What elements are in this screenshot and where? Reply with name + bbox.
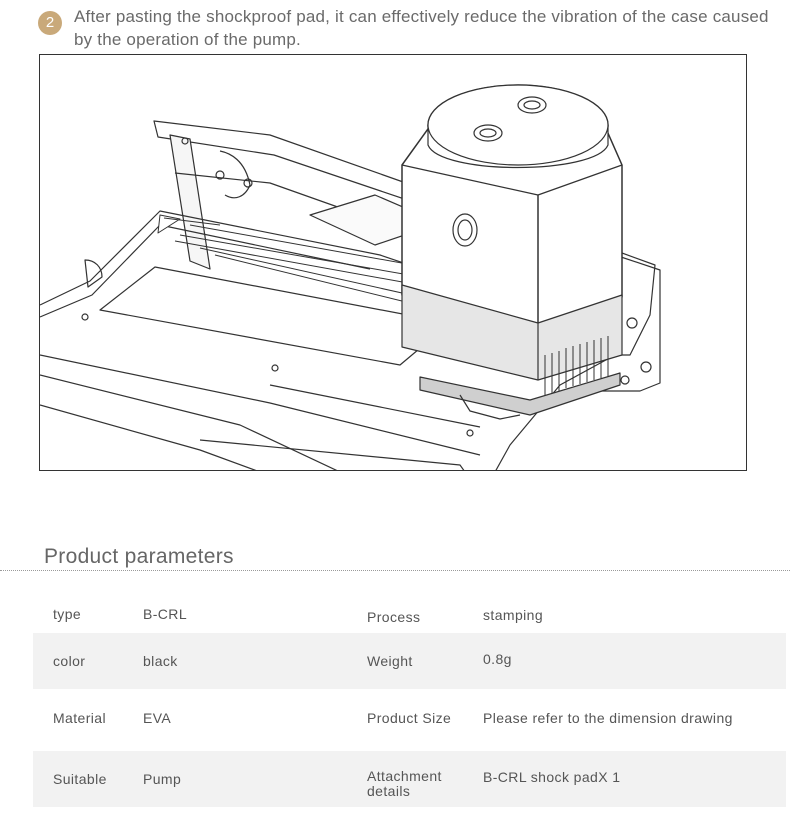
pump-bracket-drawing xyxy=(40,55,747,471)
param-label: Material xyxy=(53,710,106,726)
step-number-badge: 2 xyxy=(38,11,62,35)
param-value: B-CRL shock padX 1 xyxy=(483,769,621,785)
param-label: Weight xyxy=(367,653,413,669)
param-value: Please refer to the dimension drawing xyxy=(483,710,733,726)
parameter-row xyxy=(33,751,786,807)
step-description: After pasting the shockproof pad, it can effectively reduce the vibration of the case caused by the operation of the pump. xyxy=(74,7,769,49)
param-label: type xyxy=(53,606,82,622)
param-value: B-CRL xyxy=(143,606,188,622)
parameter-row xyxy=(33,633,786,689)
section-divider xyxy=(0,570,790,571)
pump-mounting-illustration xyxy=(39,54,747,471)
param-value: black xyxy=(143,653,178,669)
param-value: EVA xyxy=(143,710,172,726)
param-label: Attachment details xyxy=(367,768,442,799)
param-value: Pump xyxy=(143,771,182,787)
param-label: color xyxy=(53,653,86,669)
param-label: Suitable xyxy=(53,771,107,787)
product-parameters-heading: Product parameters xyxy=(44,545,234,568)
param-label: Process xyxy=(367,609,421,625)
param-value: stamping xyxy=(483,607,544,623)
parameter-row xyxy=(33,690,786,746)
param-label: Product Size xyxy=(367,710,452,726)
param-value: 0.8g xyxy=(483,651,512,667)
